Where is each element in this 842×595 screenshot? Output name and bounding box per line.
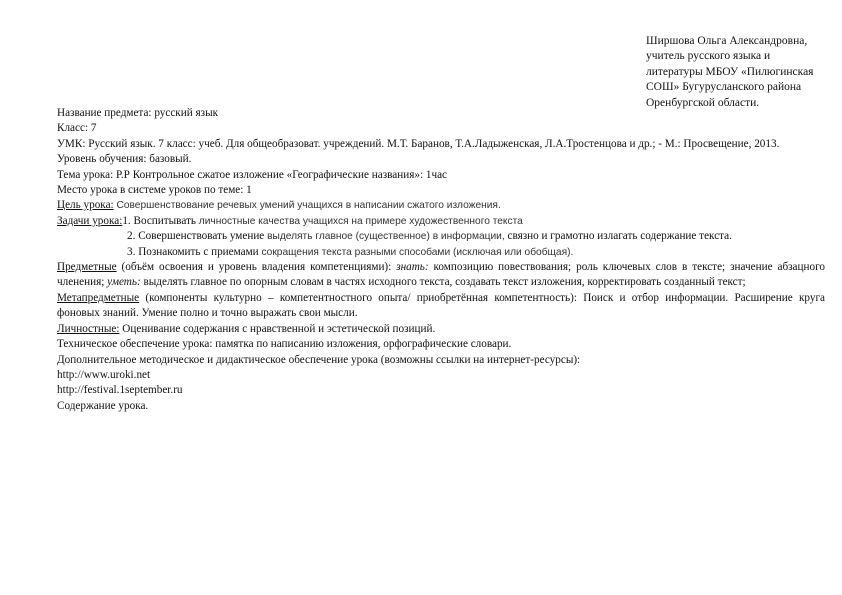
subject-results [57, 260, 825, 291]
task-line-3 [57, 245, 825, 260]
task3-text: сокращения текста разными способами (исключая или обобщая). [261, 246, 574, 258]
task1-text: личностные качества учащихся на примере художественного текста [198, 215, 523, 227]
task-line-1 [57, 214, 825, 229]
content-heading: Содержание урока. [57, 399, 149, 412]
subject-results-text: выделять главное по опорным словам в частях исходного текста, создавать текст изложения, корректировать созданный текст; [140, 276, 746, 289]
link-uroki[interactable]: http://www.uroki.net [57, 368, 151, 381]
author-line: учитель русского языка и [646, 50, 771, 63]
author-line: Ширшова Ольга Александровна, [646, 35, 808, 47]
umk-line: УМК: Русский язык. 7 класс: учеб. Для общеобразоват. учреждений. М.Т. Баранов, Т.А.Ладыженская, Л.А.Тростенцова и др.; - М.: Просвещение, 2013. [57, 137, 780, 150]
subject-results-text: композицию повествования; роль ключевых слов в тексте; значение абзацного членения; [57, 261, 825, 289]
place-line: Место урока в системе уроков по теме: 1 [57, 184, 252, 197]
personal-label: Личностные: [57, 322, 120, 335]
lesson-body [57, 106, 825, 414]
meta-text: (компоненты культурно – компетентностного опыта/ приобретённая компетентность): Поиск и отбор информации. Расширение круга фоновых знаний. Умение полно и точно выражать свои мысли. [57, 291, 825, 320]
extra-line: Дополнительное методическое и дидактическое обеспечение урока (возможны ссылки на интернет-ресурсы): [57, 353, 581, 366]
author-line: СОШ» Бугурусланского района [646, 81, 802, 94]
subject-results-text: (объём освоения и уровень владения компетенциями): [116, 261, 397, 274]
know-label: знать: [396, 261, 429, 274]
personal-results [57, 322, 825, 337]
author-line: литературы МБОУ «Пилюгинская [646, 65, 814, 78]
author-block [646, 34, 836, 111]
level-line: Уровень обучения: базовый. [57, 153, 192, 166]
goal-text: Совершенствование речевых умений учащихся в написании сжатого изложения. [113, 200, 501, 212]
can-label: уметь: [107, 276, 141, 289]
goal-label: Цель урока: [57, 199, 114, 212]
link-festival[interactable]: http://festival.1september.ru [57, 384, 183, 397]
topic-line: Тема урока: Р.Р Контрольное сжатое изложение «Географические названия»: 1час [57, 168, 448, 181]
meta-results [57, 291, 825, 322]
task3-lead: 3. Познакомить с приемами [127, 245, 262, 258]
author-line: Оренбургской области. [646, 96, 760, 109]
subject-results-label: Предметные [57, 261, 117, 274]
task1-lead: 1. Воспитывать [122, 214, 199, 227]
personal-text: Оценивание содержания с нравственной и эстетической позиций. [119, 322, 436, 335]
subject-line: Название предмета: русский язык [57, 107, 219, 119]
tasks-label: Задачи урока: [57, 214, 123, 227]
task2-tail: связно и грамотно излагать содержание текста. [504, 230, 732, 243]
tech-line: Техническое обеспечение урока: памятка по написанию изложения, орфографические словари. [57, 338, 512, 351]
task2-text: выделять главное (существенное) в информации, [267, 231, 505, 243]
task2-lead: 2. Совершенствовать умение [127, 230, 268, 243]
goal-line [57, 198, 825, 213]
task-line-2 [57, 229, 825, 244]
grade-line: Класс: 7 [57, 122, 97, 135]
meta-label: Метапредметные [57, 291, 140, 304]
